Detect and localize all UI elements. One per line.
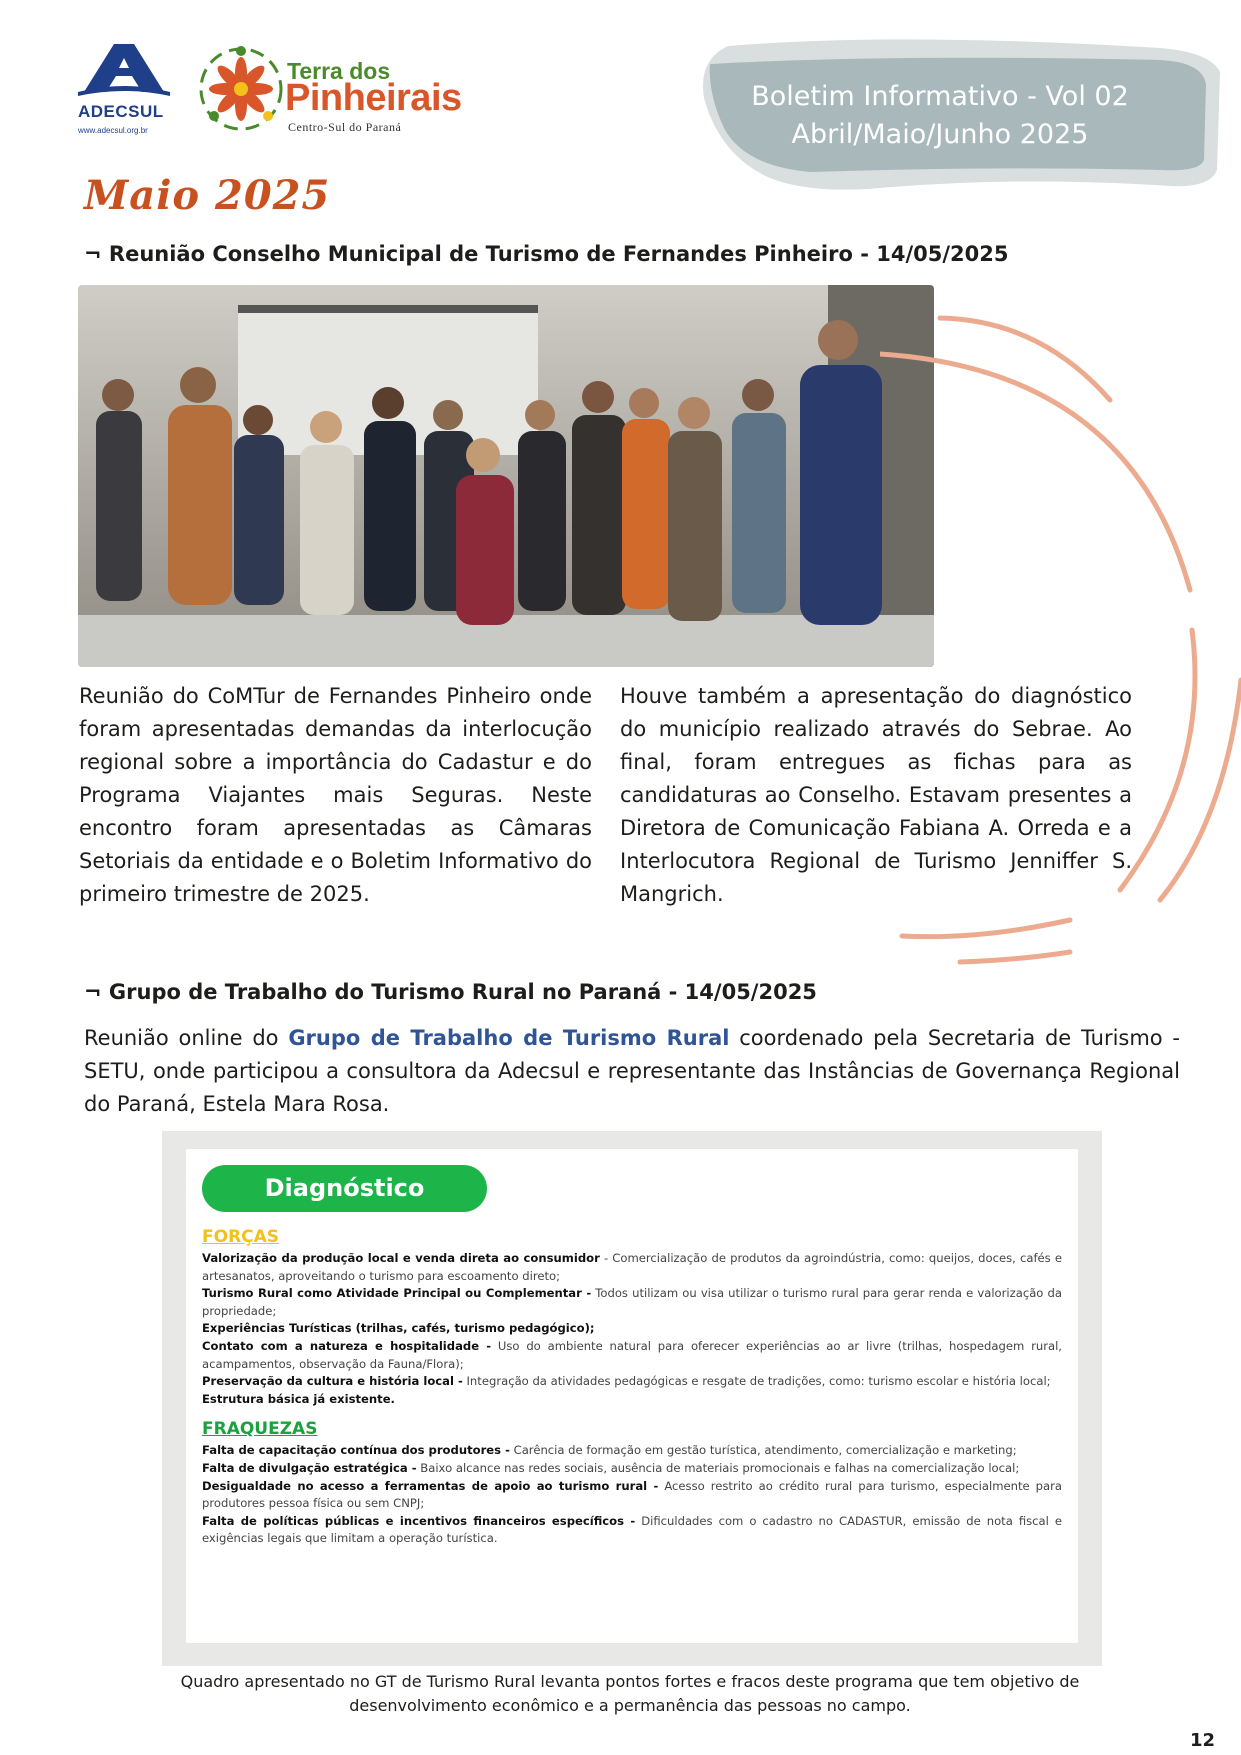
- forcas-item-description: Integração da atividades pedagógicas e resgate de tradições, como: turismo escolar e história local;: [462, 1374, 1051, 1389]
- brand-line-3: Centro-Sul do Paraná: [288, 120, 402, 134]
- forcas-item-title: Turismo Rural como Atividade Principal ou Complementar -: [202, 1286, 592, 1301]
- fraquezas-item-description: Baixo alcance nas redes sociais, ausência de materiais promocionais e falhas na comercialização local;: [416, 1460, 1020, 1475]
- fraquezas-item-title: Falta de capacitação contínua dos produtores -: [202, 1443, 510, 1458]
- adecsul-name: ADECSUL: [78, 102, 164, 121]
- forcas-item-title: Contato com a natureza e hospitalidade -: [202, 1338, 492, 1353]
- pinheirais-flower-logo-icon: [196, 44, 286, 134]
- paragraph-text-after: coordenado pela Secretaria de Turismo - SETU, onde participou a consultora da Adecsul e representante das Instâncias de Governança Regional do Paraná, Estela Mara Rosa.: [84, 1026, 1181, 1116]
- fraquezas-item-title: Desigualdade no acesso a ferramentas de apoio ao turismo rural -: [202, 1478, 659, 1493]
- forcas-item: [202, 1391, 1062, 1409]
- fraquezas-item-description: Carência de formação em gestão turística, atendimento, comercialização e marketing;: [509, 1443, 1017, 1458]
- fraquezas-item-title: Falta de divulgação estratégica -: [202, 1460, 417, 1475]
- forcas-item: [202, 1250, 1062, 1285]
- section-title-turismo-rural: ¬ Grupo de Trabalho do Turismo Rural no Paraná - 14/05/2025: [84, 980, 817, 1004]
- forcas-item-description: - Comercialização de produtos da agroindústria, como: queijos, doces, cafés e artesanatos, aproveitando o turismo para escoamento direto;: [202, 1251, 1062, 1283]
- brand-line-2: Pinheirais: [285, 77, 462, 119]
- paragraph-text-before: Reunião online do: [84, 1026, 289, 1050]
- bulletin-volume: Boletim Informativo - Vol 02: [751, 81, 1129, 112]
- forcas-item-title: Experiências Turísticas (trilhas, cafés, turismo pedagógico);: [202, 1321, 595, 1336]
- month-heading: Maio 2025: [84, 172, 331, 219]
- gt-turismo-rural-link[interactable]: Grupo de Trabalho de Turismo Rural: [288, 1026, 730, 1050]
- fraquezas-item-description: Acesso restrito ao crédito rural para turismo, especialmente para produtores pessoa física ou sem CNPJ;: [202, 1478, 1063, 1511]
- forcas-item: [202, 1338, 1062, 1373]
- forcas-item: [202, 1320, 1062, 1338]
- forcas-item-title: Estrutura básica já existente.: [202, 1391, 395, 1406]
- adecsul-url: www.adecsul.org.br: [78, 126, 148, 135]
- forcas-heading: FORÇAS: [202, 1227, 280, 1247]
- bulletin-period: Abril/Maio/Junho 2025: [791, 119, 1089, 150]
- forcas-item-title: Valorização da produção local e venda direta ao consumidor: [202, 1251, 600, 1265]
- section-title-comtur: ¬ Reunião Conselho Municipal de Turismo de Fernandes Pinheiro - 14/05/2025: [84, 242, 1009, 266]
- forcas-item: [202, 1373, 1062, 1391]
- bulletin-title: [720, 78, 1160, 154]
- forcas-item: [202, 1285, 1062, 1320]
- brand-line-1: Terra dos: [287, 58, 391, 84]
- diagnostic-body: [202, 1224, 1062, 1548]
- fraquezas-list: [202, 1442, 1062, 1548]
- turismo-rural-paragraph: [84, 1022, 1180, 1121]
- page-number: 12: [1190, 1730, 1216, 1751]
- forcas-item-description: Uso do ambiente natural para oferecer experiências ao ar livre (trilhas, hospedagem rural, acampamentos, observação da Fauna/Flora);: [202, 1338, 1062, 1371]
- fraquezas-item: [202, 1513, 1062, 1548]
- forcas-list: [202, 1250, 1062, 1408]
- fraquezas-item: [202, 1478, 1062, 1513]
- forcas-item-title: Preservação da cultura e história local -: [202, 1374, 463, 1389]
- adecsul-logo-icon: [74, 40, 184, 140]
- group-photo: [78, 285, 934, 667]
- fraquezas-heading: FRAQUEZAS: [202, 1419, 318, 1440]
- fraquezas-item-title: Falta de políticas públicas e incentivos financeiros específicos -: [202, 1513, 636, 1528]
- fraquezas-item: [202, 1460, 1062, 1478]
- fraquezas-item-description: Dificuldades com o cadastro no CADASTUR, emissão de nota fiscal e exigências legais que limitam a operação turística.: [202, 1513, 1062, 1546]
- comtur-paragraph-right: Houve também a apresentação do diagnóstico do município realizado através do Sebrae. Ao final, foram entregues as fichas para as candidaturas ao Conselho. Estavam presentes a Diretora de Comunicação Fabiana A. Orreda e a Interlocutora Regional de Turismo Jenniffer S. Mangrich.: [620, 684, 1132, 906]
- comtur-paragraph-left: Reunião do CoMTur de Fernandes Pinheiro onde foram apresentadas demandas da interlocução regional sobre a importância do Cadastur e do Programa Viajantes mais Seguras. Neste encontro foram apresentadas as Câmaras Setoriais da entidade e o Boletim Informativo do primeiro trimestre de 2025.: [79, 684, 592, 906]
- forcas-item-description: Todos utilizam ou visa utilizar o turismo rural para gerar renda e valorização da propriedade;: [202, 1286, 1062, 1318]
- fraquezas-item: [202, 1442, 1062, 1460]
- diagnostic-title: Diagnóstico: [202, 1165, 487, 1212]
- diagnostic-caption: Quadro apresentado no GT de Turismo Rural levanta pontos fortes e fracos deste programa que tem objetivo de desenvolvimento econômico e a permanência das pessoas no campo.: [180, 1672, 1080, 1715]
